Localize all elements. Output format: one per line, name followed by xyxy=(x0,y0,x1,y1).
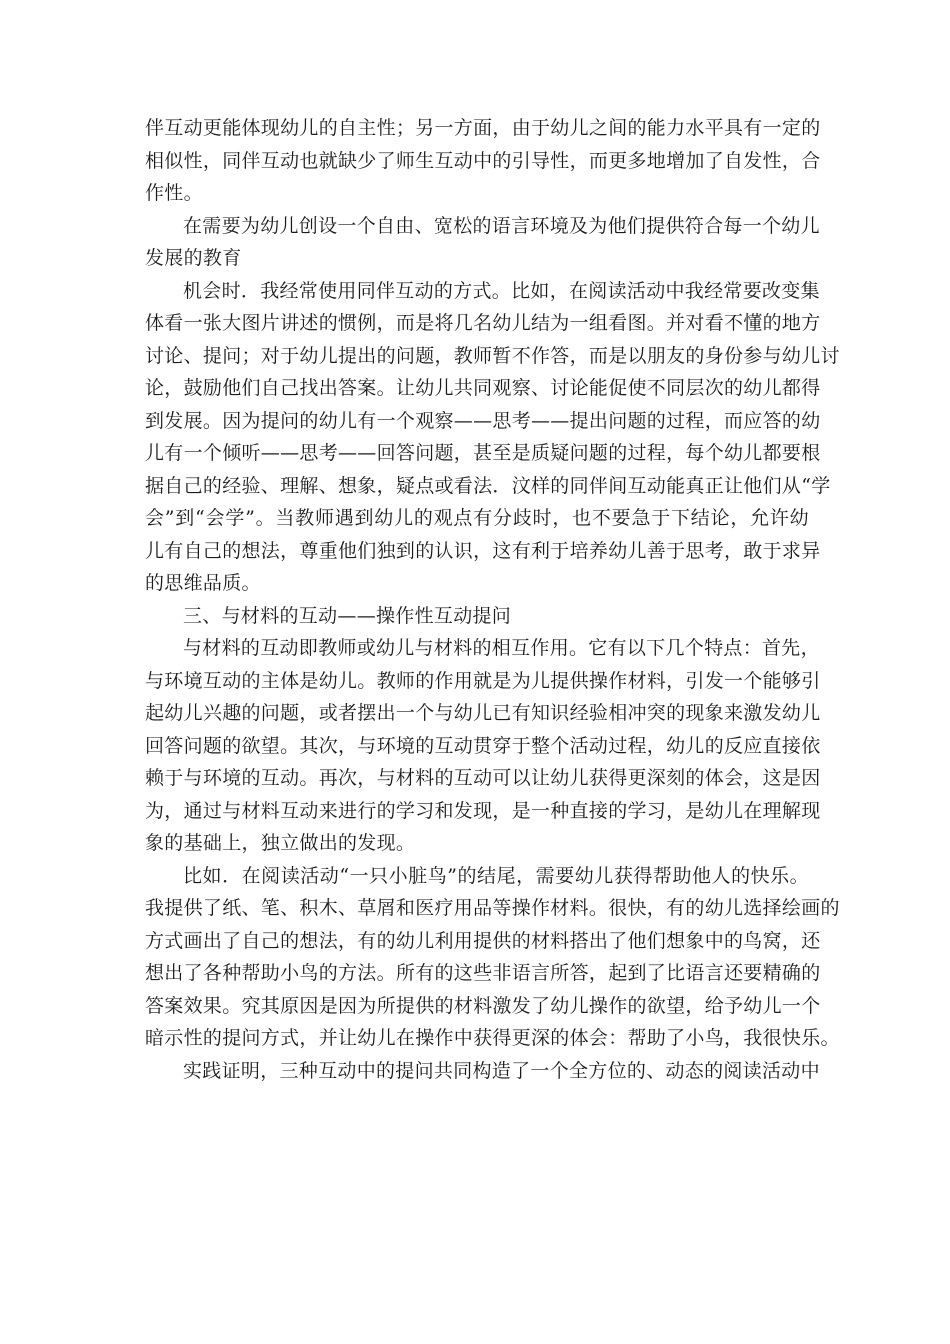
text-line: 与材料的互动即教师或幼儿与材料的相互作用。它有以下几个特点：首先， xyxy=(183,637,820,659)
text-line: 儿有一个倾听——思考——回答问题，甚至是质疑问题的过程，每个幼儿都要根 xyxy=(145,442,821,464)
text-line: 儿有自己的想法，尊重他们独到的认识，这有利于培养幼儿善于思考，敢于求异 xyxy=(145,539,821,562)
text-line: 实践证明，三种互动中的提问共同构造了一个全方位的、动态的阅读活动中 xyxy=(183,1059,820,1082)
text-line: 赖于与环境的互动。再次，与材料的互动可以让幼儿获得更深刻的体会，这是因 xyxy=(145,767,821,789)
text-line: 据自己的经验、理解、想象，疑点或看法．汶样的同伴间互动能真正让他们从“学 xyxy=(145,474,831,497)
text-line: 三、与材料的互动——操作性互动提问 xyxy=(183,604,512,627)
text-line: 体看一张大图片讲述的惯例，而是将几名幼儿结为一组看图。并对看不懂的地方 xyxy=(145,312,821,334)
text-line: 论，鼓励他们自己找出答案。让幼儿共同观察、讨论能促使不同层次的幼儿都得 xyxy=(145,377,821,399)
text-line: 起幼儿兴趣的问题，或者摆出一个与幼儿已有知识经验相冲突的现象来激发幼儿 xyxy=(145,702,821,724)
text-line: 的思维品质。 xyxy=(145,572,261,594)
text-line: 回答问题的欲望。其次，与环境的互动贯穿于整个活动过程，幼儿的反应直接依 xyxy=(145,734,821,757)
text-line: 机会时．我经常使用同伴互动的方式。比如，在阅读活动中我经常要改变集 xyxy=(183,279,820,302)
text-line: 发展的教育 xyxy=(145,247,242,269)
text-line: 作性。 xyxy=(145,182,203,204)
text-line: 伴互动更能体现幼儿的自主性；另一方面，由于幼儿之间的能力水平具有一定的 xyxy=(145,117,821,139)
text-line: 为，通过与材料互动来进行的学习和发现，是一种直接的学习，是幼儿在理解现 xyxy=(145,799,821,822)
text-line: 象的基础上，独立做出的发现。 xyxy=(145,832,416,854)
text-line: 想出了各种帮助小鸟的方法。所有的这些非语言所答，起到了比语言还要精确的 xyxy=(145,962,821,984)
text-line: 与环境互动的主体是幼儿。教师的作用就是为儿提供操作材料，引发一个能够引 xyxy=(145,669,821,692)
text-line: 相似性，同伴互动也就缺少了师生互动中的引导性，而更多地增加了自发性，合 xyxy=(145,149,821,172)
text-line: 答案效果。究其原因是因为所提供的材料激发了幼儿操作的欲望，给予幼儿一个 xyxy=(145,994,821,1017)
text-line: 会”到“会学”。当教师遇到幼儿的观点有分歧时，也不要急于下结论，允许幼 xyxy=(145,507,809,529)
document-body xyxy=(145,112,840,1087)
text-line: 方式画出了自己的想法，有的幼儿利用提供的材料搭出了他们想象中的鸟窝，还 xyxy=(145,929,821,952)
text-line: 在需要为幼儿创设一个自由、宽松的语言环境及为他们提供符合每一个幼儿 xyxy=(183,214,820,237)
text-line: 比如．在阅读活动“一只小脏鸟”的结尾，需要幼儿获得帮助他人的快乐。 xyxy=(183,864,809,887)
text-line: 我提供了纸、笔、积木、草屑和医疗用品等操作材料。很快，有的幼儿选择绘画的 xyxy=(145,897,840,919)
text-line: 到发展。因为提问的幼儿有一个观察——思考——提出问题的过程，而应答的幼 xyxy=(145,409,821,432)
text-line: 暗示性的提问方式，并让幼儿在操作中获得更深的体会：帮助了小鸟，我很快乐。 xyxy=(145,1027,840,1049)
text-line: 讨论、提问；对于幼儿提出的问题，教师暂不作答，而是以朋友的身份参与幼儿讨 xyxy=(145,344,840,367)
